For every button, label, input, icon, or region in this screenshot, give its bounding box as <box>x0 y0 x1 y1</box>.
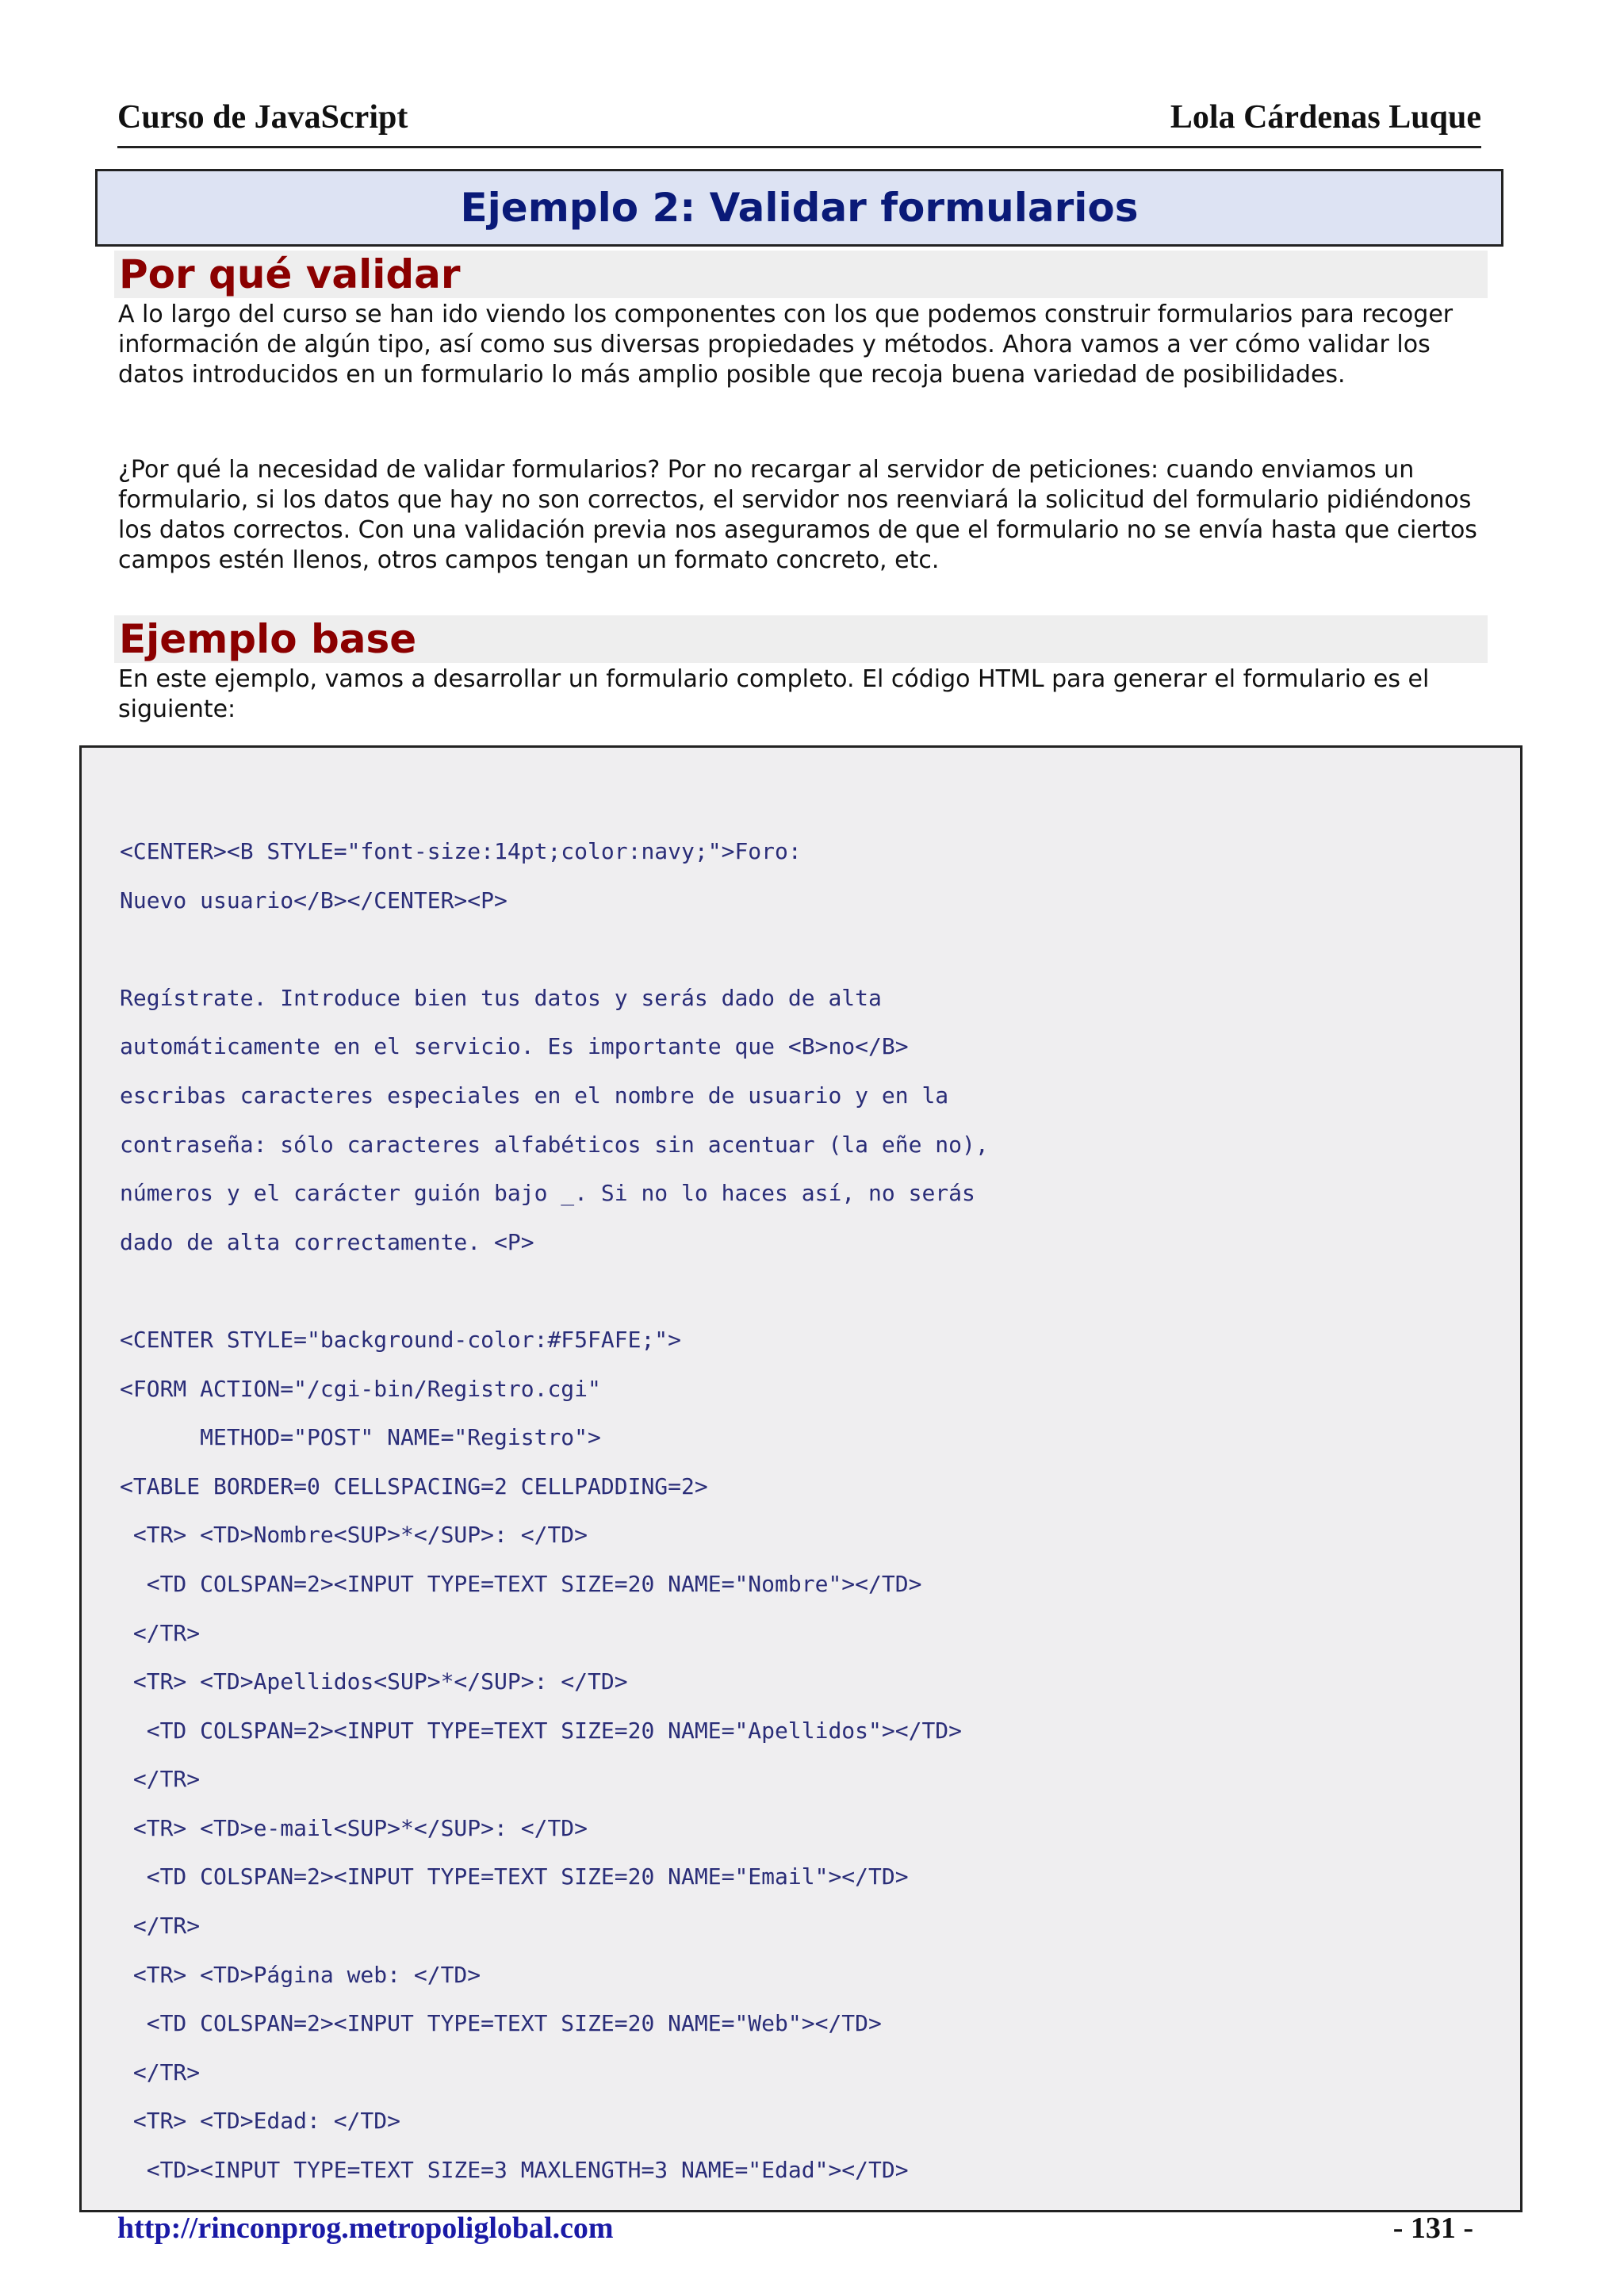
paragraph-example-intro: En este ejemplo, vamos a desarrollar un formulario completo. El código HTML para generar el formulario es el siguiente: <box>118 665 1430 723</box>
code-line: <TD COLSPAN=2><INPUT TYPE=TEXT SIZE=20 NAME="Nombre"></TD> <box>120 1570 922 1597</box>
code-line: automáticamente en el servicio. Es importante que <B>no</B> <box>120 1033 909 1060</box>
code-line: </TR> <box>120 1913 201 1940</box>
code-line: Regístrate. Introduce bien tus datos y serás dado de alta <box>120 984 882 1011</box>
code-line: <TD COLSPAN=2><INPUT TYPE=TEXT SIZE=20 NAME="Email"></TD> <box>120 1863 909 1890</box>
running-header <box>117 95 1481 148</box>
code-line: <CENTER STYLE="background-color:#F5FAFE;"> <box>120 1326 682 1353</box>
code-lines <box>120 827 989 2195</box>
code-line <box>120 925 989 974</box>
paragraph-intro: A lo largo del curso se han ido viendo los componentes con los que podemos construir formularios para recoger información de algún tipo, así como sus diversas propiedades y métodos. Ahora vamos a ver cómo validar los datos introducidos en un formulario lo más amplio posible que recoja buena variedad de posibilidades. <box>118 301 1454 389</box>
code-line: números y el carácter guión bajo _. Si no lo haces así, no serás <box>120 1180 975 1207</box>
code-line: escribas caracteres especiales en el nombre de usuario y en la <box>120 1082 949 1109</box>
code-line: <TR> <TD>Nombre<SUP>*</SUP>: </TD> <box>120 1522 588 1549</box>
page-footer <box>117 2211 1481 2250</box>
code-line: <TD><INPUT TYPE=TEXT SIZE=3 MAXLENGTH=3 NAME="Edad"></TD> <box>120 2157 909 2184</box>
course-title: Curso de JavaScript <box>117 99 408 136</box>
code-line: dado de alta correctamente. <P> <box>120 1228 534 1255</box>
code-line: <TABLE BORDER=0 CELLSPACING=2 CELLPADDING=2> <box>120 1473 708 1499</box>
code-line: <TR> <TD>e-mail<SUP>*</SUP>: </TD> <box>120 1814 588 1841</box>
code-line: contraseña: sólo caracteres alfabéticos sin acentuar (la eñe no), <box>120 1131 989 1158</box>
chapter-title: Ejemplo 2: Validar formularios <box>95 169 1503 247</box>
code-block <box>79 745 1522 2212</box>
code-line: <TD COLSPAN=2><INPUT TYPE=TEXT SIZE=20 NAME="Web"></TD> <box>120 2010 882 2037</box>
code-line: </TR> <box>120 2058 201 2085</box>
code-line <box>120 1266 989 1316</box>
page-number: - 131 - <box>1392 2212 1473 2245</box>
code-line: Nuevo usuario</B></CENTER><P> <box>120 887 508 913</box>
section-heading-por-que-validar: Por qué validar <box>114 251 1488 298</box>
code-line: </TR> <box>120 1766 201 1793</box>
code-line: <TR> <TD>Apellidos<SUP>*</SUP>: </TD> <box>120 1668 628 1695</box>
code-line: </TR> <box>120 1619 201 1646</box>
code-line: <TD COLSPAN=2><INPUT TYPE=TEXT SIZE=20 NAME="Apellidos"></TD> <box>120 1717 963 1744</box>
section-heading-ejemplo-base: Ejemplo base <box>114 615 1488 663</box>
code-line: <TR> <TD>Edad: </TD> <box>120 2108 401 2135</box>
code-line: <FORM ACTION="/cgi-bin/Registro.cgi" <box>120 1375 601 1402</box>
paragraph-why-validate: ¿Por qué la necesidad de validar formularios? Por no recargar al servidor de peticiones: cuando enviamos un formulario, si los datos que hay no son correctos, el servidor nos reenviará la solicitud del formulario pidiéndonos los datos correctos. Con una validación previa nos aseguramos de que el formulario no se envía hasta que ciertos campos estén llenos, otros campos tengan un formato concreto, etc. <box>118 456 1477 574</box>
code-line: METHOD="POST" NAME="Registro"> <box>120 1424 601 1451</box>
footer-url-link[interactable]: http://rinconprog.metropoliglobal.com <box>117 2212 614 2245</box>
code-line: <CENTER><B STYLE="font-size:14pt;color:navy;">Foro: <box>120 838 802 864</box>
code-line: <TR> <TD>Página web: </TD> <box>120 1961 481 1988</box>
author-name: Lola Cárdenas Luque <box>1170 99 1481 136</box>
